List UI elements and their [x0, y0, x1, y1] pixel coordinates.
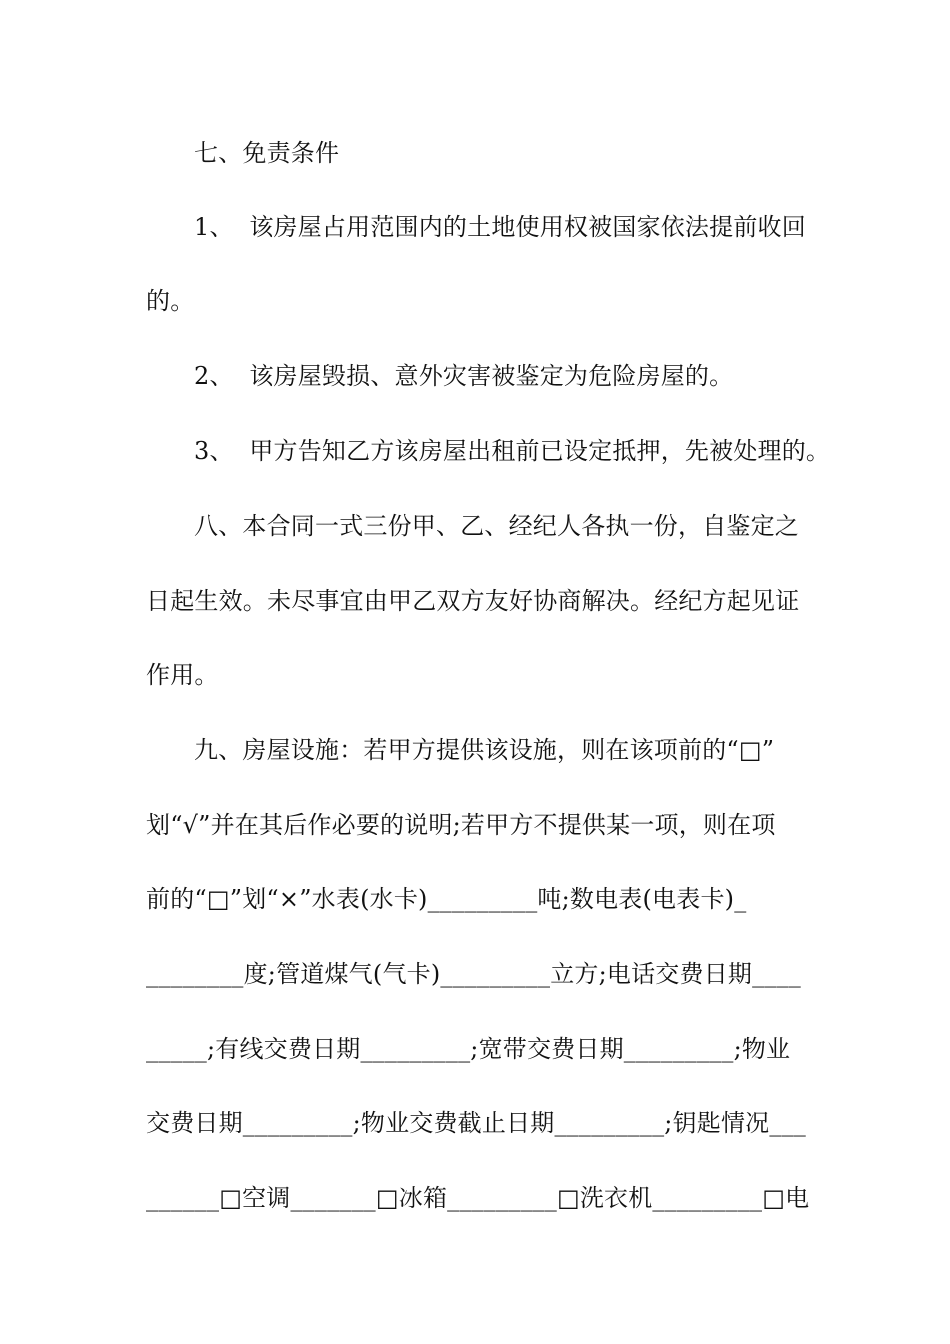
section-7-item-1-line-1: 1、 该房屋占用范围内的土地使用权被国家依法提前收回: [194, 213, 806, 241]
section-8-line-2: 日起生效。未尽事宜由甲乙双方友好协商解决。经纪方起见证: [146, 587, 800, 615]
section-9-line-2: 划“√”并在其后作必要的说明;若甲方不提供某一项，则在项: [146, 811, 776, 839]
section-7-heading: 七、免责条件: [194, 139, 340, 167]
section-9-line-1: 九、房屋设施：若甲方提供该设施，则在该项前的“□”: [194, 736, 775, 764]
section-7-item-2: 2、 该房屋毁损、意外灾害被鉴定为危险房屋的。: [194, 362, 734, 390]
section-9-line-6: 交费日期_________;物业交费截止日期_________;钥匙情况___: [146, 1109, 806, 1137]
section-8-line-3: 作用。: [146, 661, 219, 689]
section-9-line-7: ______□空调_______□冰箱_________□洗衣机_________□电: [146, 1184, 810, 1212]
section-9-line-4: ________度;管道煤气(气卡)_________立方;电话交费日期____: [146, 960, 801, 988]
section-9-line-5: _____;有线交费日期_________;宽带交费日期_________;物业: [146, 1035, 791, 1063]
section-8-line-1: 八、本合同一式三份甲、乙、经纪人各执一份，自鉴定之: [194, 512, 799, 540]
section-7-item-1-line-2: 的。: [146, 287, 195, 315]
section-9-line-3: 前的“□”划“×”水表(水卡)_________吨;数电表(电表卡)_: [146, 885, 747, 913]
section-7-item-3: 3、 甲方告知乙方该房屋出租前已设定抵押，先被处理的。: [194, 437, 831, 465]
